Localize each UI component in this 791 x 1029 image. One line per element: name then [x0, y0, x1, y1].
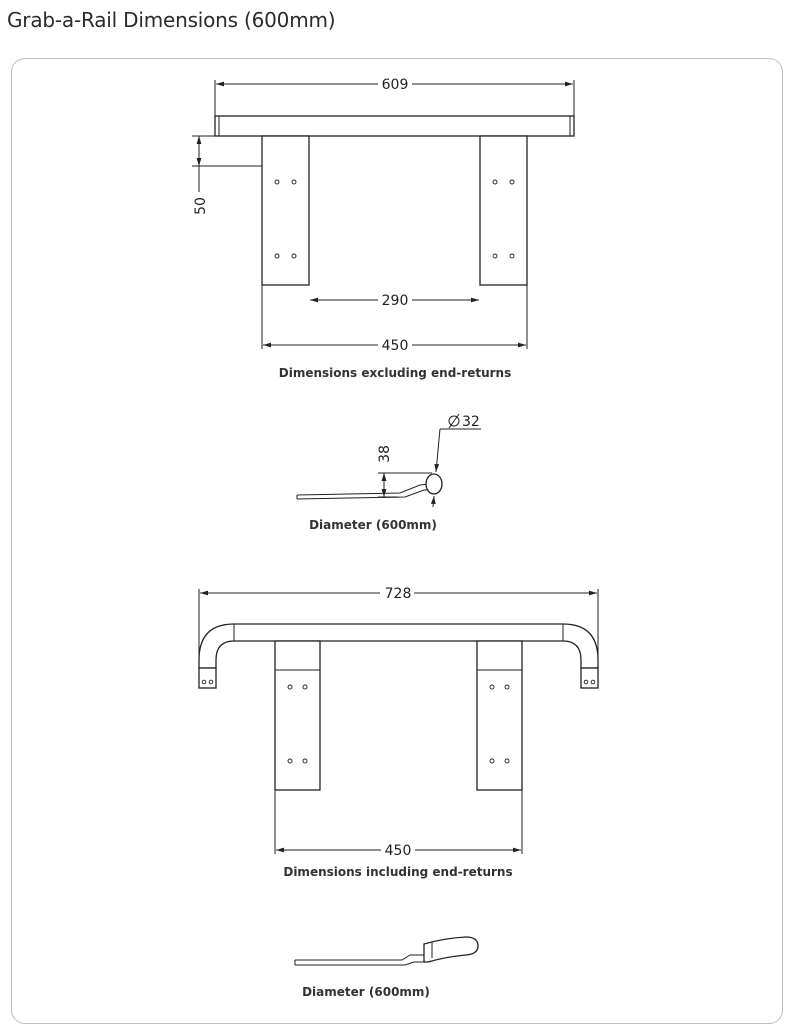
figure-top-excluding-end-returns	[192, 77, 574, 380]
dim-38-label: 38	[377, 445, 393, 463]
diameter-label: 32	[462, 414, 480, 430]
wall-bracket-right	[480, 136, 527, 285]
diameter-leader	[436, 429, 440, 472]
dim-290-label: 290	[381, 293, 409, 309]
dim-728-label: 728	[384, 586, 412, 602]
mounting-holes-2	[288, 685, 509, 763]
dim-450-label: 450	[381, 338, 409, 354]
rail-cross-section	[426, 474, 442, 494]
figure-side-profile-2	[295, 937, 478, 999]
dim-50-label: 50	[193, 197, 209, 215]
caption-including-end-returns: Dimensions including end-returns	[283, 865, 513, 879]
wall-bracket-left	[262, 136, 309, 285]
caption-diameter-2: Diameter (600mm)	[302, 985, 430, 999]
end-return-flange-right	[581, 668, 598, 688]
caption-diameter-1: Diameter (600mm)	[309, 518, 437, 532]
figure-side-profile-1	[297, 414, 481, 532]
wall-bracket-left-2	[275, 641, 320, 790]
rail-with-end-returns	[199, 624, 598, 668]
rail-bar	[215, 116, 574, 136]
page-title: Grab-a-Rail Dimensions (600mm)	[7, 8, 336, 32]
caption-excluding-end-returns: Dimensions excluding end-returns	[278, 366, 512, 380]
wall-bracket-right-2	[477, 641, 522, 790]
mounting-holes	[275, 180, 514, 258]
diameter-symbol-icon	[449, 414, 459, 428]
dim-450b-label: 450	[384, 843, 412, 859]
end-return-flange-left	[199, 668, 216, 688]
dim-609-label: 609	[381, 77, 409, 93]
figure-top-including-end-returns	[199, 586, 598, 879]
